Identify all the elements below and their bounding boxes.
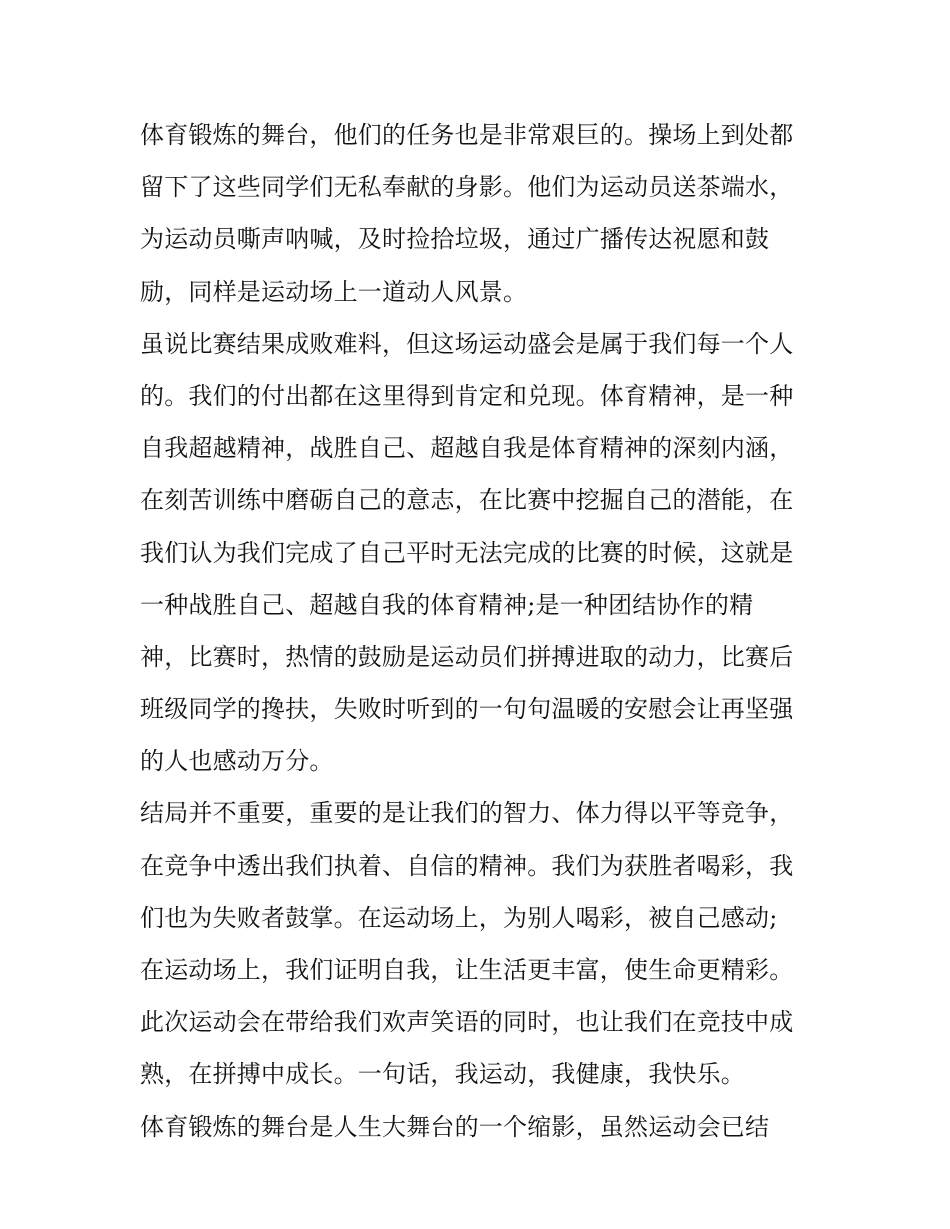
text-line: 神，比赛时，热情的鼓励是运动员们拼搏进取的动力，比赛后: [140, 642, 794, 671]
text-line: 熟，在拼搏中成长。一句话，我运动，我健康，我快乐。: [140, 1060, 745, 1089]
text-line: 自我超越精神，战胜自己、超越自我是体育精神的深刻内涵，: [140, 434, 794, 463]
text-line: 在运动场上，我们证明自我，让生活更丰富，使生命更精彩。: [140, 956, 794, 984]
text-line: 的人也感动万分。: [140, 747, 334, 776]
text-line: 留下了这些同学们无私奉献的身影。他们为运动员送茶端水，: [140, 173, 794, 202]
text-line: 一种战胜自己、超越自我的体育精神;是一种团结协作的精: [140, 590, 754, 619]
body-text: [140, 109, 830, 1153]
text-line: 为运动员嘶声呐喊，及时捡拾垃圾，通过广播传达祝愿和鼓: [140, 225, 770, 254]
text-line: 励，同样是运动场上一道动人风景。: [140, 277, 528, 306]
text-line: 们也为失败者鼓掌。在运动场上，为别人喝彩，被自己感动;: [140, 903, 778, 932]
text-line: 我们认为我们完成了自己平时无法完成的比赛的时候，这就是: [140, 538, 794, 567]
text-line: 虽说比赛结果成败难料，但这场运动盛会是属于我们每一个人: [140, 329, 794, 358]
text-line: 的。我们的付出都在这里得到肯定和兑现。体育精神，是一种: [140, 381, 794, 410]
text-line: 结局并不重要，重要的是让我们的智力、体力得以平等竞争，: [140, 799, 794, 828]
text-line: 在竞争中透出我们执着、自信的精神。我们为获胜者喝彩，我: [140, 851, 794, 880]
text-line: 体育锻炼的舞台，他们的任务也是非常艰巨的。操场上到处都: [140, 121, 794, 149]
text-line: 班级同学的搀扶，失败时听到的一句句温暖的安慰会让再坚强: [140, 695, 794, 724]
text-line: 此次运动会在带给我们欢声笑语的同时，也让我们在竞技中成: [140, 1008, 794, 1037]
text-line: 在刻苦训练中磨砺自己的意志，在比赛中挖掘自己的潜能，在: [140, 486, 794, 515]
text-line: 体育锻炼的舞台是人生大舞台的一个缩影，虽然运动会已结: [140, 1112, 770, 1141]
